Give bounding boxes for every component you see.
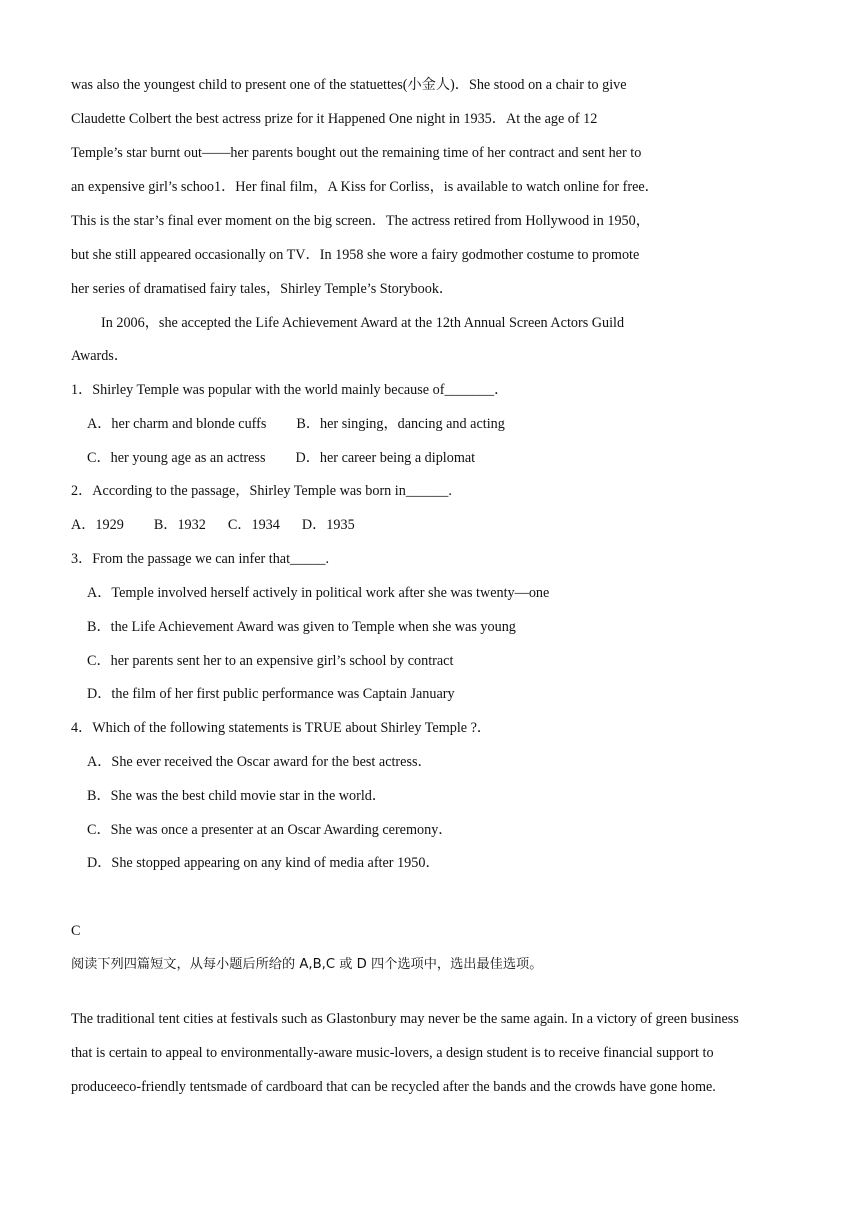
passage-line: that is certain to appeal to environmentally-aware music-lovers, a design student is to receive financial support to: [71, 1045, 714, 1061]
option-a: A．Temple involved herself actively in political work after she was twenty—one: [87, 585, 550, 601]
passage-line: This is the star’s final ever moment on the big screen．The actress retired from Hollywood in 1950，: [71, 213, 650, 229]
option-b: B．her singing，dancing and acting: [296, 416, 505, 432]
option-c: C．1934: [227, 517, 280, 533]
option-c: C．her young age as an actress: [87, 450, 266, 466]
passage-line: In 2006，she accepted the Life Achievement Award at the 12th Annual Screen Actors Guild: [101, 315, 625, 331]
option-a: A．her charm and blonde cuffs: [87, 416, 267, 432]
section-label: C: [71, 923, 81, 939]
question-2-options-row: [71, 515, 355, 535]
option-c: C．She was once a presenter at an Oscar Awarding ceremony．: [87, 822, 453, 838]
option-b: B．She was the best child movie star in the world．: [87, 788, 387, 804]
option-d: D．the film of her first public performance was Captain January: [87, 686, 455, 702]
question-stem-3: 3．From the passage we can infer that_____.: [71, 551, 330, 567]
section-instruction: 阅读下列四篇短文，从每小题后所给的 A,B,C 或 D 四个选项中，选出最佳选项。: [71, 957, 543, 972]
passage-line: her series of dramatised fairy tales，Shirley Temple’s Storybook．: [71, 281, 454, 297]
option-b: B．the Life Achievement Award was given to Temple when she was young: [87, 619, 516, 635]
option-c: C．her parents sent her to an expensive girl’s school by contract: [87, 653, 454, 669]
option-a: A．She ever received the Oscar award for the best actress．: [87, 754, 432, 770]
option-d: D．1935: [301, 517, 355, 533]
question-stem-2: 2．According to the passage，Shirley Temple was born in______.: [71, 483, 452, 499]
passage-line: Claudette Colbert the best actress prize for it Happened One night in 1935．At the age of 12: [71, 111, 598, 127]
passage-line: was also the youngest child to present one of the statuettes(小金人)．She stood on a chair to give: [71, 77, 627, 93]
option-d: D．She stopped appearing on any kind of media after 1950．: [87, 855, 440, 871]
option-d: D．her career being a diplomat: [295, 450, 476, 466]
passage-line: Awards．: [71, 348, 129, 364]
question-stem-4: 4．Which of the following statements is TRUE about Shirley Temple ?．: [71, 720, 492, 736]
question-1-options-row-1: [87, 414, 505, 434]
option-a: A．1929: [71, 517, 124, 533]
question-1-options-row-2: [87, 448, 475, 468]
passage-line: produceeco-friendly tentsmade of cardboard that can be recycled after the bands and the crowds have gone home.: [71, 1079, 716, 1095]
passage-line: The traditional tent cities at festivals such as Glastonbury may never be the same again. In a victory of green business: [71, 1011, 739, 1027]
passage-line: Temple’s star burnt out——her parents bought out the remaining time of her contract and sent her to: [71, 145, 642, 161]
question-stem-1: 1．Shirley Temple was popular with the world mainly because of_______．: [71, 382, 509, 398]
passage-line: but she still appeared occasionally on TV．In 1958 she wore a fairy godmother costume to promote: [71, 247, 640, 263]
passage-line: an expensive girl’s schoo1．Her final film，A Kiss for Corliss，is available to watch online for free．: [71, 179, 659, 195]
option-b: B．1932: [153, 517, 206, 533]
